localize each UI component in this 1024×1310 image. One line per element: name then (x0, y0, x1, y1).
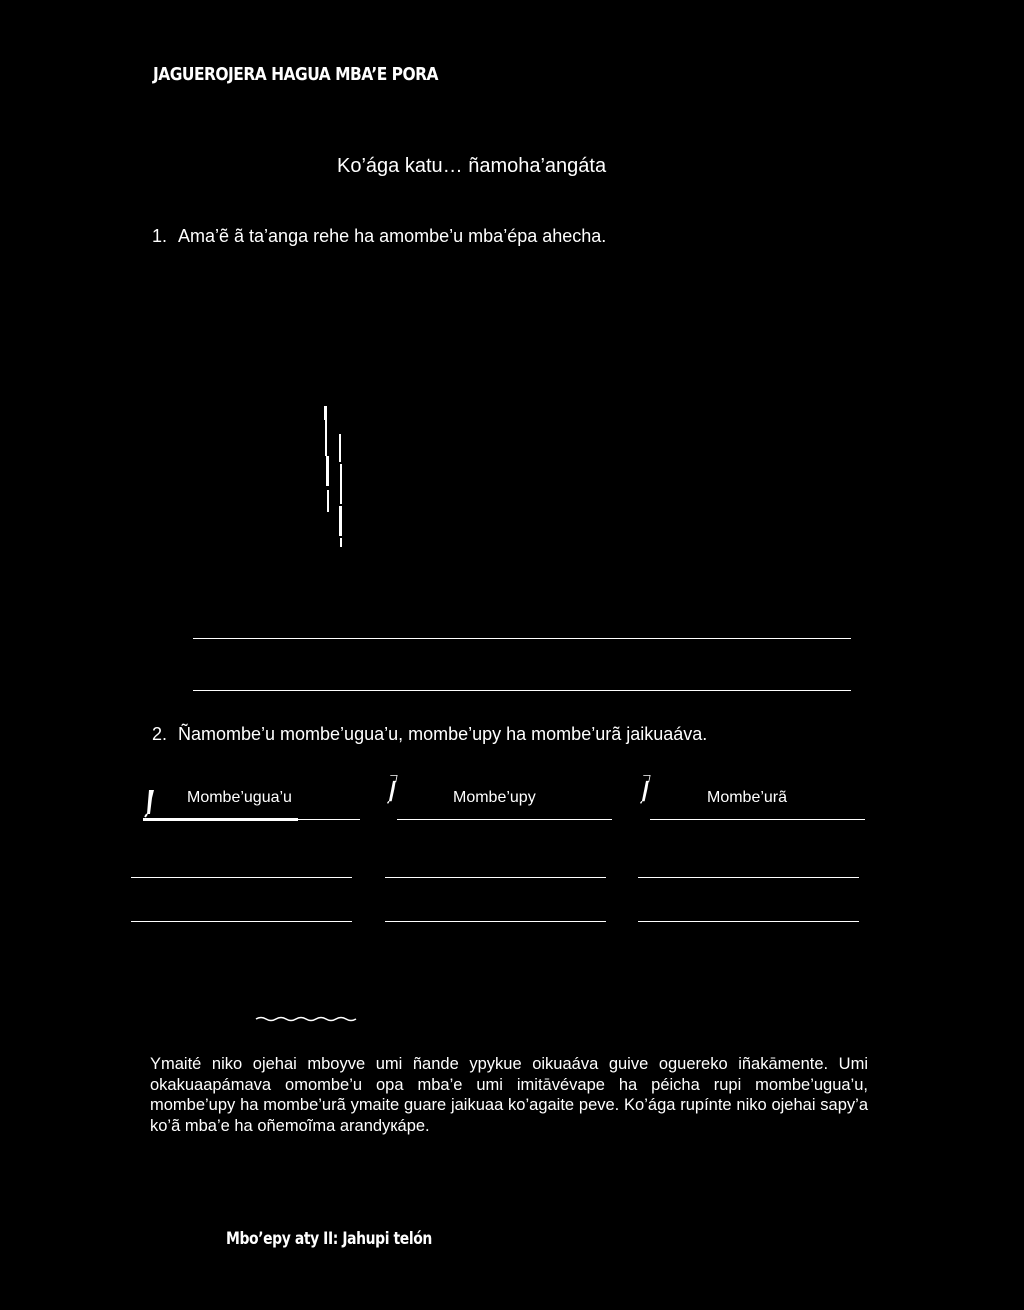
question-1-text: Ama’ẽ ã ta’anga rehe ha amombe’u mba’épa ahecha. (178, 226, 607, 246)
question-2-number: 2. (152, 724, 168, 744)
page-footer: Mbo’epy aty II: Jahupi telón (226, 1229, 432, 1249)
running-header: JAGUEROJERA HAGUA MBA’E PORA (153, 64, 438, 85)
answer-line-col2-b[interactable] (385, 921, 606, 922)
column-label-mombeuguau: Mombe’ugua’u (187, 789, 292, 806)
answer-line-col1-b[interactable] (131, 921, 352, 922)
column-underline-1b (298, 819, 360, 820)
column-underline-2 (397, 819, 612, 820)
column-underline-3 (650, 819, 865, 820)
column-label-mombeura: Mombe’urã (707, 789, 788, 806)
question-1 (152, 226, 606, 247)
question-2 (152, 724, 707, 745)
pencil-icon (636, 774, 656, 804)
note-paragraph: Ymaité niko ojehai mboyve umi ñande ypykue oikuaáva guive oguereko iñakāmente. Umi okakuaapámava omombe’u opa mba’e umi imitāvévape ha péicha rupi mombe’ugua’u, mombe’upy ha mombe’urã ymaite guare jaikuaa ko’agaite peve. Ko’ága rupínte niko ojehai sapy’a ko’ã mba’e ha oñemoĩma arandукápe. (150, 1055, 868, 1135)
answer-line-col3-b[interactable] (638, 921, 859, 922)
column-label-mombeupy: Mombe’upy (453, 789, 536, 806)
answer-line-col2-a[interactable] (385, 877, 606, 878)
section-title: Ko’ága katu… ñamoha’angáta (337, 155, 607, 177)
pencil-icon (383, 774, 403, 804)
pencil-icon (143, 788, 163, 818)
question-2-text: Ñamombe’u mombe’ugua’u, mombe’upy ha mombe’urã jaikuaáva. (178, 724, 708, 744)
wavy-divider (255, 1014, 361, 1024)
question-1-number: 1. (152, 226, 168, 246)
answer-line-col3-a[interactable] (638, 877, 859, 878)
answer-line-2[interactable] (193, 690, 851, 691)
answer-line-1[interactable] (193, 638, 851, 639)
answer-line-col1-a[interactable] (131, 877, 352, 878)
illustration-fragment (318, 400, 352, 552)
column-underline-1a (143, 818, 298, 821)
